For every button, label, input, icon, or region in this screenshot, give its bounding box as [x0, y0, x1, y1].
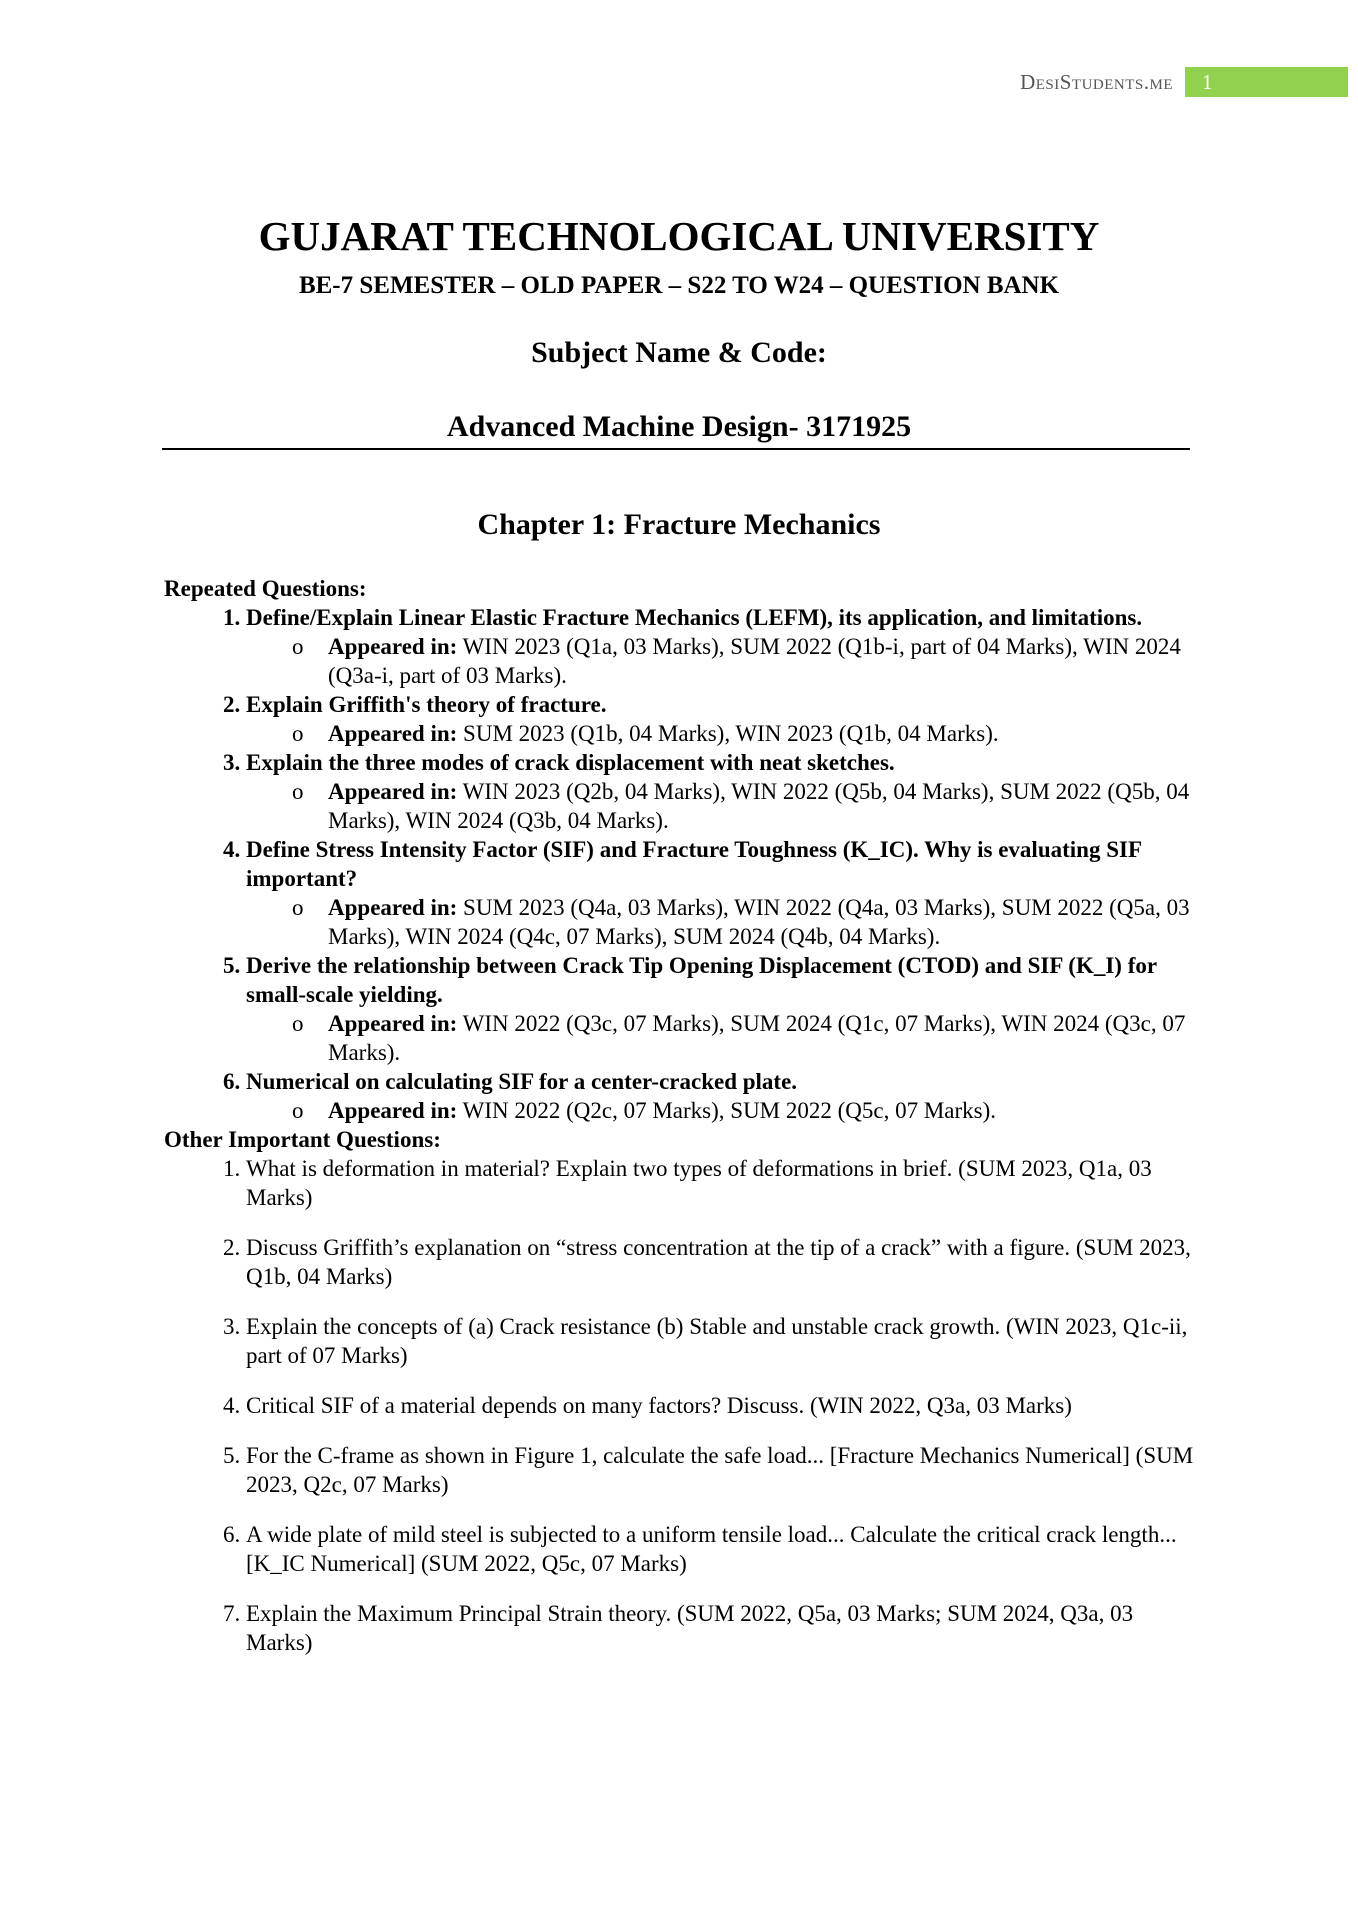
- appeared-item: [246, 719, 1194, 748]
- appeared-item: [246, 893, 1194, 951]
- appeared-item: [246, 1009, 1194, 1067]
- appeared-text: WIN 2022 (Q3c, 07 Marks), SUM 2024 (Q1c, 07 Marks), WIN 2024 (Q3c, 07 Marks).: [328, 1011, 1186, 1065]
- appeared-list: [246, 893, 1194, 951]
- divider-rule: [162, 448, 1190, 450]
- appeared-label: Appeared in:: [328, 1098, 458, 1123]
- subject-name: Advanced Machine Design- 3171925: [446, 410, 912, 443]
- appeared-text: WIN 2022 (Q2c, 07 Marks), SUM 2022 (Q5c, 07 Marks).: [462, 1098, 997, 1123]
- header-site-name: DesiStudents.me: [1020, 70, 1173, 94]
- repeated-question: [246, 1067, 1194, 1125]
- other-question: 2. Discuss Griffith’s explanation on “stress concentration at the tip of a crack” with a figure. (SUM 2023, Q1b, 04 Marks): [246, 1233, 1194, 1291]
- subject-label: Subject Name & Code:: [531, 336, 827, 369]
- repeated-heading: Repeated Questions:: [164, 576, 367, 601]
- appeared-text: WIN 2023 (Q1a, 03 Marks), SUM 2022 (Q1b-i, part of 04 Marks), WIN 2024 (Q3a-i, part of 03 Marks).: [328, 634, 1181, 688]
- chapter-title: Chapter 1: Fracture Mechanics: [477, 508, 881, 541]
- question-text: Numerical on calculating SIF for a center-cracked plate.: [246, 1069, 798, 1094]
- repeated-question: [246, 603, 1194, 690]
- appeared-item: [246, 632, 1194, 690]
- appeared-label: Appeared in:: [328, 1011, 458, 1036]
- appeared-list: [246, 1009, 1194, 1067]
- appeared-label: Appeared in:: [328, 634, 458, 659]
- paper-subtitle: BE-7 SEMESTER – OLD PAPER – S22 TO W24 – QUESTION BANK: [298, 272, 1060, 299]
- appeared-label: Appeared in:: [328, 721, 458, 746]
- repeated-question: [246, 835, 1194, 951]
- university-title: GUJARAT TECHNOLOGICAL UNIVERSITY: [258, 213, 1100, 259]
- appeared-text: SUM 2023 (Q1b, 04 Marks), WIN 2023 (Q1b, 04 Marks).: [463, 721, 999, 746]
- appeared-list: [246, 632, 1194, 690]
- repeated-question: [246, 951, 1194, 1067]
- question-content: [164, 574, 1194, 1678]
- other-question: 3. Explain the concepts of (a) Crack resistance (b) Stable and unstable crack growth. (WIN 2023, Q1c-ii, part of 07 Marks): [246, 1312, 1194, 1370]
- repeated-question: [246, 748, 1194, 835]
- question-text: Define/Explain Linear Elastic Fracture Mechanics (LEFM), its application, and limitations.: [246, 605, 1143, 630]
- other-question: 6. A wide plate of mild steel is subjected to a uniform tensile load... Calculate the critical crack length... [K_IC Numerical] (SUM 2022, Q5c, 07 Marks): [246, 1520, 1194, 1578]
- appeared-list: [246, 1096, 1194, 1125]
- repeated-question: [246, 690, 1194, 748]
- other-question: 1. What is deformation in material? Explain two types of deformations in brief. (SUM 2023, Q1a, 03 Marks): [246, 1154, 1194, 1212]
- question-text: Derive the relationship between Crack Tip Opening Displacement (CTOD) and SIF (K_I) for small-scale yielding.: [246, 953, 1157, 1007]
- other-question: 7. Explain the Maximum Principal Strain theory. (SUM 2022, Q5a, 03 Marks; SUM 2024, Q3a, 03 Marks): [246, 1599, 1194, 1657]
- other-heading: Other Important Questions:: [164, 1127, 441, 1152]
- page-number: 1: [1185, 67, 1348, 97]
- appeared-list: [246, 777, 1194, 835]
- appeared-item: [246, 777, 1194, 835]
- other-question: 4. Critical SIF of a material depends on many factors? Discuss. (WIN 2022, Q3a, 03 Marks): [246, 1391, 1194, 1420]
- appeared-text: SUM 2023 (Q4a, 03 Marks), WIN 2022 (Q4a, 03 Marks), SUM 2022 (Q5a, 03 Marks), WIN 2024 (Q4c, 07 Marks), SUM 2024 (Q4b, 04 Marks).: [328, 895, 1190, 949]
- appeared-item: [246, 1096, 1194, 1125]
- other-question: 5. For the C-frame as shown in Figure 1, calculate the safe load... [Fracture Mechanics Numerical] (SUM 2023, Q2c, 07 Marks): [246, 1441, 1194, 1499]
- appeared-list: [246, 719, 1194, 748]
- appeared-label: Appeared in:: [328, 779, 458, 804]
- question-text: Explain the three modes of crack displacement with neat sketches.: [246, 750, 895, 775]
- question-text: Explain Griffith's theory of fracture.: [246, 692, 607, 717]
- appeared-text: WIN 2023 (Q2b, 04 Marks), WIN 2022 (Q5b, 04 Marks), SUM 2022 (Q5b, 04 Marks), WIN 2024 (Q3b, 04 Marks).: [328, 779, 1190, 833]
- other-question-list: [164, 1154, 1194, 1657]
- appeared-label: Appeared in:: [328, 895, 458, 920]
- repeated-question-list: [164, 603, 1194, 1125]
- question-text: Define Stress Intensity Factor (SIF) and Fracture Toughness (K_IC). Why is evaluating SIF important?: [246, 837, 1142, 891]
